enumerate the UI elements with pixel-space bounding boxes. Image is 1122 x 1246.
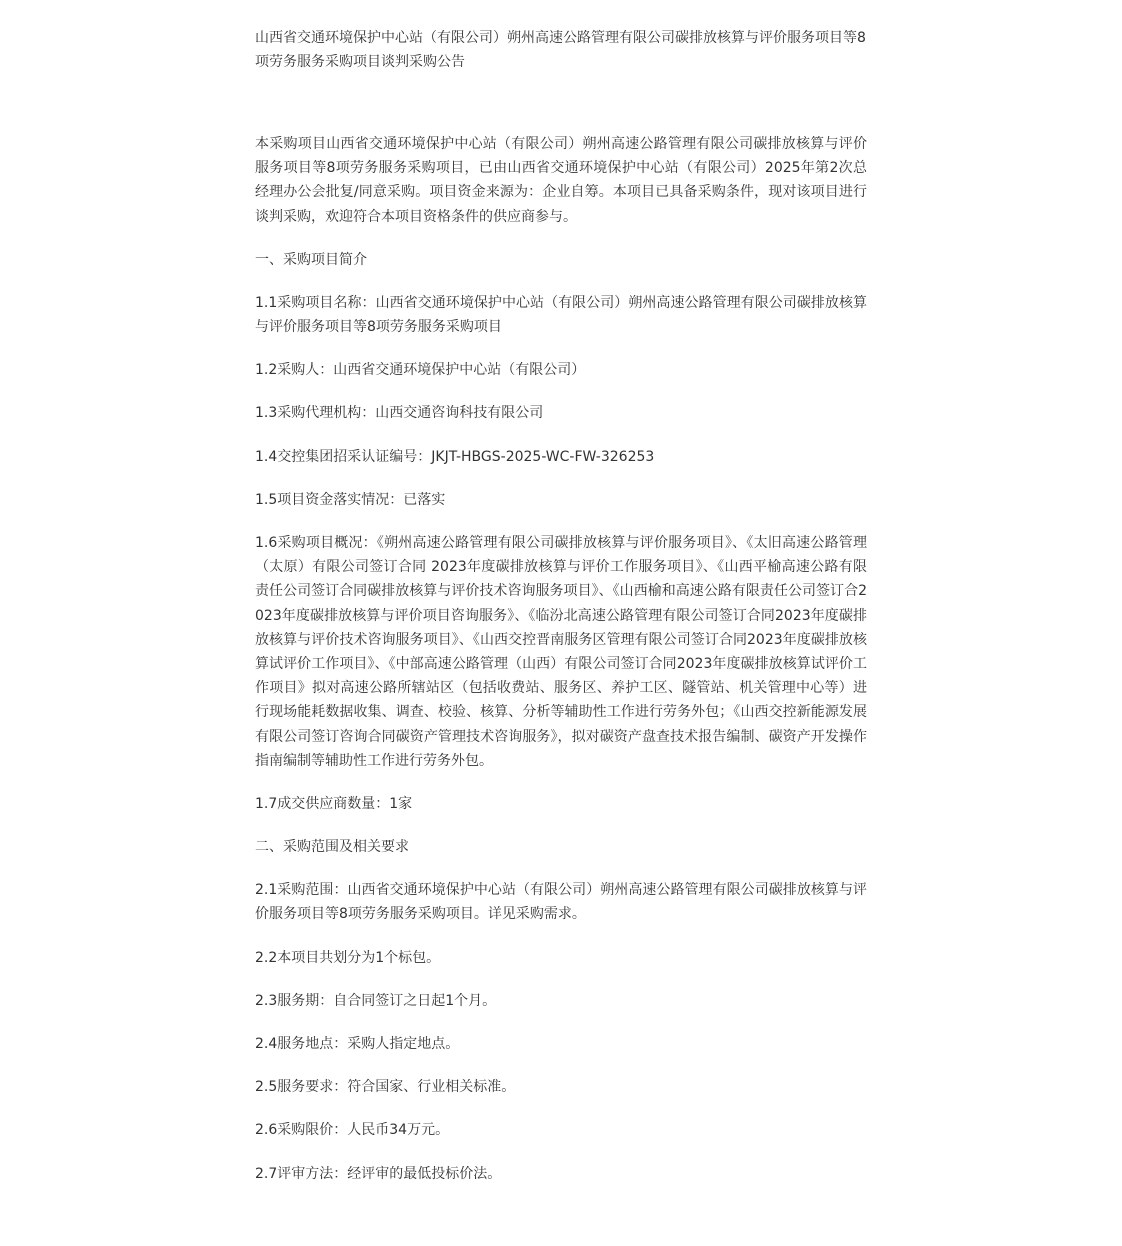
item-supplier-count: 1.7成交供应商数量：1家 — [255, 796, 413, 813]
item-certification-number: 1.4交控集团招采认证编号：JKJT-HBGS-2025-WC-FW-326253 — [255, 448, 655, 465]
item-funding-status: 1.5项目资金落实情况：已落实 — [255, 491, 446, 508]
item-scope: 2.1采购范围：山西省交通环境保护中心站（有限公司）朔州高速公路管理有限公司碳排放核算与评价服务项目等8项劳务服务采购项目。详见采购需求。 — [255, 882, 867, 923]
announcement-document — [255, 26, 867, 1205]
item-service-period: 2.3服务期：自合同签订之日起1个月。 — [255, 992, 497, 1009]
item-lots: 2.2本项目共划分为1个标包。 — [255, 949, 441, 966]
item-service-requirements: 2.5服务要求：符合国家、行业相关标准。 — [255, 1079, 516, 1096]
section-scope-requirements — [255, 835, 867, 1186]
item-project-summary: 1.6采购项目概况：《朔州高速公路管理有限公司碳排放核算与评价服务项目》、《太旧高速公路管理（太原）有限公司签订合同 2023年度碳排放核算与评价工作服务项目》、《山西平榆高速公路有限责任公司签订合同碳排放核算与评价技术咨询服务项目》、《山西榆和高速公路有限责任公司签订合2023年度碳排放核算与评价项目咨询服务》、《临汾北高速公路管理有限公司签订合同2023年度碳排放核算与评价技术咨询服务项目》、《山西交控晋南服务区管理有限公司签订合同2023年度碳排放核算试评价工作项目》、《中部高速公路管理（山西）有限公司签订合同2023年度碳排放核算试评价工作项目》拟对高速公路所辖站区（包括收费站、服务区、养护工区、隧管站、机关管理中心等）进行现场能耗数据收集、调查、校验、核算、分析等辅助性工作进行劳务外包；《山西交控新能源发展有限公司签订咨询合同碳资产管理技术咨询服务》，拟对碳资产盘查技术报告编制、碳资产开发操作指南编制等辅助性工作进行劳务外包。 — [255, 535, 867, 769]
section-heading: 二、采购范围及相关要求 — [255, 839, 409, 856]
section-project-overview — [255, 248, 867, 816]
item-service-location: 2.4服务地点：采购人指定地点。 — [255, 1036, 460, 1053]
document-title: 山西省交通环境保护中心站（有限公司）朔州高速公路管理有限公司碳排放核算与评价服务项目等8项劳务服务采购项目谈判采购公告 — [255, 30, 866, 70]
item-evaluation-method: 2.7评审方法：经评审的最低投标价法。 — [255, 1165, 502, 1182]
section-heading: 一、采购项目简介 — [255, 251, 367, 268]
item-price-limit: 2.6采购限价：人民币34万元。 — [255, 1122, 450, 1139]
intro-paragraph: 本采购项目山西省交通环境保护中心站（有限公司）朔州高速公路管理有限公司碳排放核算与评价服务项目等8项劳务服务采购项目，已由山西省交通环境保护中心站（有限公司）2025年第2次总经理办公会批复/同意采购。项目资金来源为：企业自筹。本项目已具备采购条件，现对该项目进行谈判采购，欢迎符合本项目资格条件的供应商参与。 — [255, 136, 867, 225]
item-project-name: 1.1采购项目名称：山西省交通环境保护中心站（有限公司）朔州高速公路管理有限公司碳排放核算与评价服务项目等8项劳务服务采购项目 — [255, 294, 867, 336]
item-agency: 1.3采购代理机构：山西交通咨询科技有限公司 — [255, 405, 544, 422]
item-purchaser: 1.2采购人：山西省交通环境保护中心站（有限公司） — [255, 362, 586, 379]
